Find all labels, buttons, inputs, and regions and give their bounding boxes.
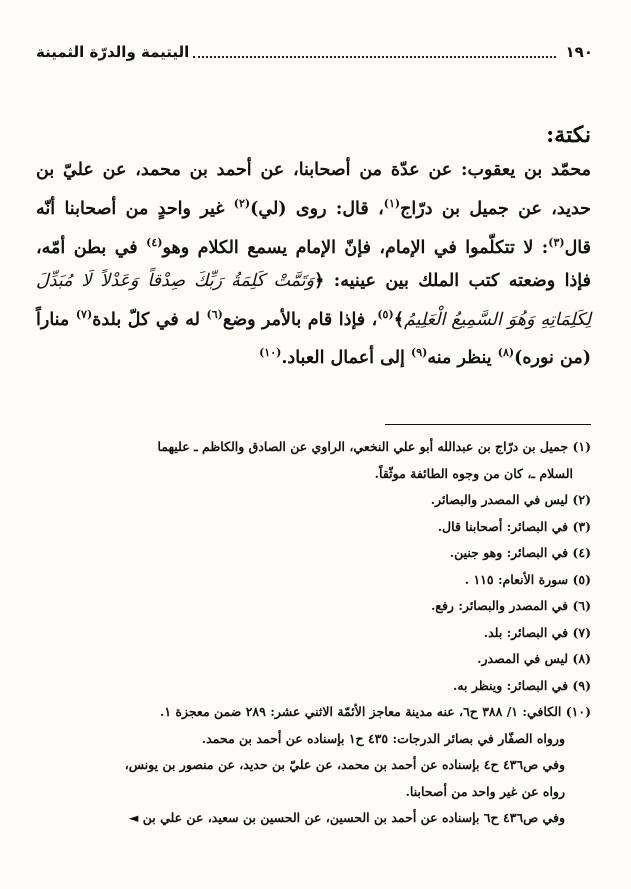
footnote-3: (٣) في البصائر: أصحابنا قال. <box>437 518 591 534</box>
body-text: ، قال: روى (لي) <box>250 198 384 219</box>
footnote-8: (٨) ليس في المصدر. <box>477 651 591 666</box>
ref-10: (١٠) <box>259 346 282 360</box>
body-text: : لا تتكلّموا في الإمام، فإنّ الإمام يسمع الكلام وهو <box>162 237 549 258</box>
body-text: له في كلّ بلدة <box>92 309 207 330</box>
footnote-7: (٧) في البصائر: بلد. <box>483 624 591 640</box>
main-text <box>36 118 591 375</box>
footnote-10-source-e-text: وفي ص٤٣٦ ح٦ بإسناده عن أحمد بن الحسين، عن الحسين بن سعيد، عن علي بن <box>142 810 565 825</box>
book-title: اليتيمة والدرّة الثمينة <box>36 43 190 61</box>
header-dot-leader <box>193 46 555 58</box>
ref-4: (٤) <box>146 235 163 249</box>
ref-6: (٦) <box>206 307 223 321</box>
body-text: مناراً (من نوره) <box>36 309 591 369</box>
quran-close-bracket: ﴾ <box>393 309 404 330</box>
footnote-divider <box>385 424 591 425</box>
ref-8: (٨) <box>497 346 515 360</box>
footnote-9: (٩) في البصائر: وينظر به. <box>452 677 591 693</box>
body-text: إلى أعمال العباد. <box>281 348 411 369</box>
body-text: ، فإذا قام بالأمر وضع <box>222 309 378 330</box>
continue-arrow-icon: ◄ <box>128 810 139 825</box>
footnote-10-source-d: رواه عن غير واحد من أصحابنا. <box>405 783 565 799</box>
footnote-4: (٤) في البصائر: وهو جنين. <box>449 545 591 560</box>
ref-1: (١) <box>383 197 401 210</box>
ref-2: (٢) <box>233 197 251 210</box>
ref-9: (٩) <box>411 346 428 360</box>
body-text: في بطن أمّه، فإذا وضعته كتب الملك بين عينيه: <box>36 237 591 291</box>
quran-verse: وَتَمَّتْ كَلِمَةُ رَبِّكَ صِدْقاً وَعَدْلاً لَا مُبَدِّلَ لِكَلِمَاتِهِ وَهُوَ السَّمِيعُ الْعَلِيمُ <box>36 270 591 330</box>
footnote-2: (٢) ليس في المصدر والبصائر. <box>430 492 591 507</box>
quran-open-bracket: ﴿ <box>314 270 325 291</box>
footnote-6: (٦) في المصدر والبصائر: رفع. <box>430 598 591 613</box>
footnote-1-continued: السلام ـ، كان من وجوه الطائفة موثّقاً. <box>374 465 573 481</box>
footnotes <box>36 434 591 832</box>
body-text: ينظر منه <box>427 348 498 369</box>
running-header <box>36 38 593 66</box>
hadith-paragraph <box>36 154 591 375</box>
page-number: ١٩٠ <box>565 43 593 61</box>
footnote-10: (١٠) الكافي: ١/ ٣٨٨ ح٦، عنه مدينة معاجز الأئمّة الاثني عشر: ٢٨٩ ضمن معجزة ١. <box>159 704 591 719</box>
footnote-10-source-c: وفي ص٤٣٦ ح٤ بإسناده عن أحمد بن محمد، عن عليّ بن حديد، عن منصور بن يونس، <box>124 757 565 772</box>
body-text: غير واحدٍ من أصحابنا أنّه قال <box>36 198 592 258</box>
ref-7: (٧) <box>75 307 93 321</box>
footnote-10-source-b: ورواه الصفّار في بصائر الدرجات: ٤٣٥ ح١ بإسناده عن أحمد بن محمد. <box>201 730 565 746</box>
footnote-1: (١) جميل بن درّاج بن عبدالله أبو علي النخعي، الراوي عن الصادق والكاظم ـ عليهما <box>157 439 591 454</box>
section-heading: نكتة: <box>546 122 591 148</box>
ref-3: (٣) <box>548 235 565 249</box>
isnad-text: محمّد بن يعقوب: عن عدّة من أصحابنا، عن أحمد بن محمد، عن عليّ بن حديد، عن جميل بن درّاج <box>36 160 591 219</box>
footnote-10-source-e <box>36 805 591 832</box>
ref-5: (٥) <box>377 307 394 321</box>
footnote-5: (٥) سورة الأنعام: ١١٥ . <box>464 571 591 587</box>
